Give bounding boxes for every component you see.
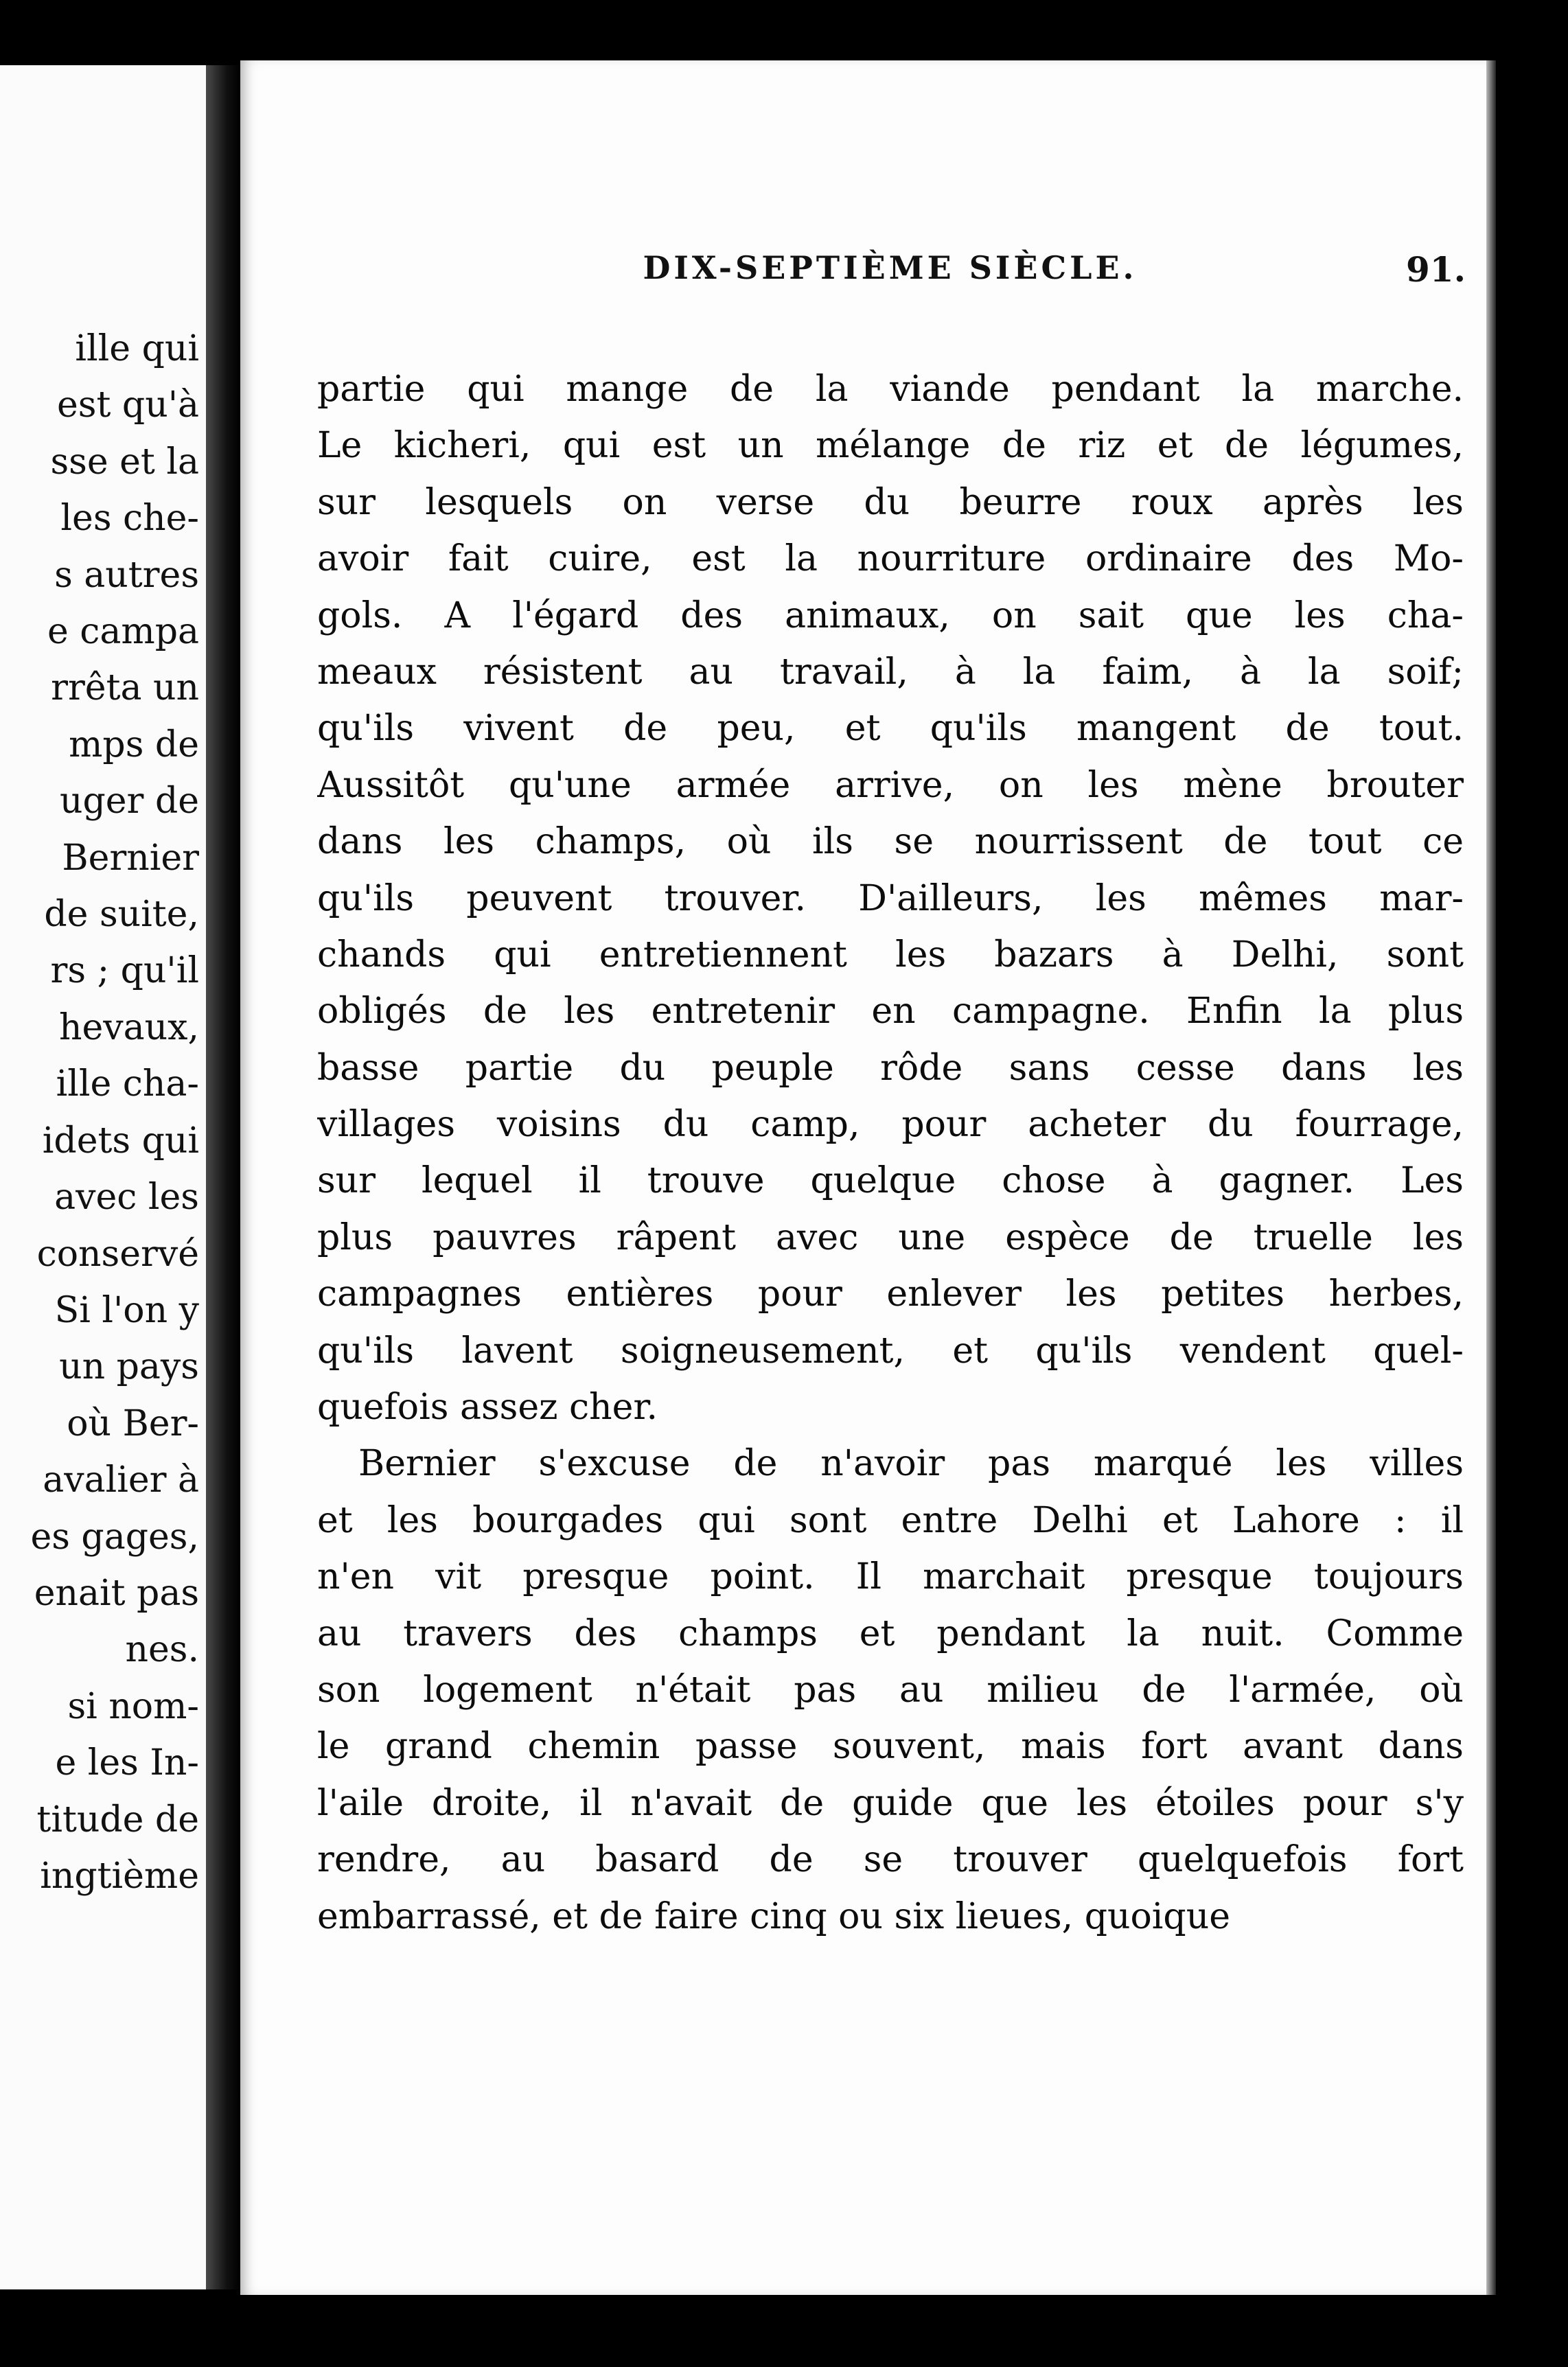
facing-page-line: conservé <box>36 1233 199 1275</box>
facing-page-line: e campa <box>47 611 199 653</box>
text-line: son logement n'était pas au milieu de l'armée, où <box>317 1669 1464 1711</box>
text-line: rendre, au basard de se trouver quelquefois fort <box>317 1839 1464 1881</box>
text-line: quefois assez cher. <box>317 1387 658 1429</box>
facing-page-line: est qu'à <box>57 384 199 426</box>
text-line: sur lesquels on verse du beurre roux après les <box>317 481 1464 523</box>
facing-page-line: ingtième <box>40 1855 199 1897</box>
paragraph <box>317 361 1464 1435</box>
facing-page-line: sse et la <box>50 441 199 483</box>
text-line: au travers des champs et pendant la nuit. Comme <box>317 1613 1464 1654</box>
facing-page-line: rs ; qu'il <box>50 950 199 992</box>
text-line: Bernier s'excuse de n'avoir pas marqué les villes <box>358 1443 1464 1485</box>
facing-page-line: ille qui <box>75 328 199 369</box>
facing-page-line: avalier à <box>43 1459 199 1501</box>
facing-page-line: titude de <box>36 1799 199 1840</box>
facing-page-line: idets qui <box>42 1120 199 1162</box>
facing-page-line: de suite, <box>44 894 199 936</box>
running-head <box>314 249 1466 297</box>
facing-page-line: rrêta un <box>51 667 199 709</box>
text-line: basse partie du peuple rôde sans cesse dans les <box>317 1047 1464 1089</box>
facing-page-line: uger de <box>60 781 199 822</box>
facing-page-line: ille cha- <box>56 1063 199 1105</box>
facing-page-line: les che- <box>60 498 199 540</box>
facing-page-line: hevaux, <box>59 1006 199 1048</box>
text-line: le grand chemin passe souvent, mais fort avant dans <box>317 1726 1464 1768</box>
body-text <box>317 361 1464 1945</box>
facing-page-line: Bernier <box>62 837 199 879</box>
text-line: l'aile droite, il n'avait de guide que les étoiles pour s'y <box>317 1782 1464 1824</box>
facing-page-text <box>30 321 199 1904</box>
text-line: chands qui entretiennent les bazars à Delhi, sont <box>317 934 1464 975</box>
facing-page-left <box>0 65 206 2289</box>
text-line: Le kicheri, qui est un mélange de riz et de légumes, <box>317 425 1464 467</box>
running-title: DIX-SEPTIÈME SIÈCLE. <box>643 249 1138 286</box>
text-line: avoir fait cuire, est la nourriture ordinaire des Mo- <box>317 538 1464 580</box>
facing-page-line: s autres <box>54 554 199 596</box>
text-line: dans les champs, où ils se nourrissent de tout ce <box>317 821 1464 863</box>
facing-page-line: e les In- <box>55 1742 199 1784</box>
text-line: obligés de les entretenir en campagne. Enfin la plus <box>317 991 1464 1032</box>
gutter-shadow <box>206 65 240 2289</box>
facing-page-line: si nom- <box>67 1685 199 1727</box>
text-line: qu'ils vivent de peu, et qu'ils mangent de tout. <box>317 708 1464 750</box>
facing-page-line: nes. <box>125 1629 199 1671</box>
text-line: n'en vit presque point. Il marchait presque toujours <box>317 1556 1464 1598</box>
text-line: plus pauvres râpent avec une espèce de truelle les <box>317 1216 1464 1258</box>
facing-page-line: où Ber- <box>67 1402 199 1444</box>
facing-page-line: avec les <box>54 1177 199 1219</box>
facing-page-line: enait pas <box>34 1572 199 1614</box>
text-line: sur lequel il trouve quelque chose à gagner. Les <box>317 1160 1464 1202</box>
text-line: et les bourgades qui sont entre Delhi et Lahore : il <box>317 1499 1464 1541</box>
text-line: campagnes entières pour enlever les petites herbes, <box>317 1273 1464 1315</box>
text-line: villages voisins du camp, pour acheter du fourrage, <box>317 1104 1464 1146</box>
text-line: embarrassé, et de faire cinq ou six lieues, quoique <box>317 1895 1230 1937</box>
text-line: qu'ils peuvent trouver. D'ailleurs, les mêmes mar- <box>317 877 1464 919</box>
paragraph <box>317 1435 1464 1945</box>
book-page <box>240 60 1486 2295</box>
text-line: partie qui mange de la viande pendant la marche. <box>317 369 1464 410</box>
text-line: gols. A l'égard des animaux, on sait que les cha- <box>317 594 1464 636</box>
facing-page-line: mps de <box>69 724 199 765</box>
text-line: qu'ils lavent soigneusement, et qu'ils vendent quel- <box>317 1330 1464 1372</box>
facing-page-line: es gages, <box>30 1516 199 1558</box>
facing-page-line: un pays <box>59 1346 199 1388</box>
text-line: Aussitôt qu'une armée arrive, on les mène brouter <box>317 764 1464 806</box>
text-line: meaux résistent au travail, à la faim, à la soif; <box>317 651 1464 693</box>
page-edge <box>1486 60 1496 2295</box>
facing-page-line: Si l'on y <box>54 1289 199 1331</box>
page-number: 91. <box>1406 249 1466 290</box>
